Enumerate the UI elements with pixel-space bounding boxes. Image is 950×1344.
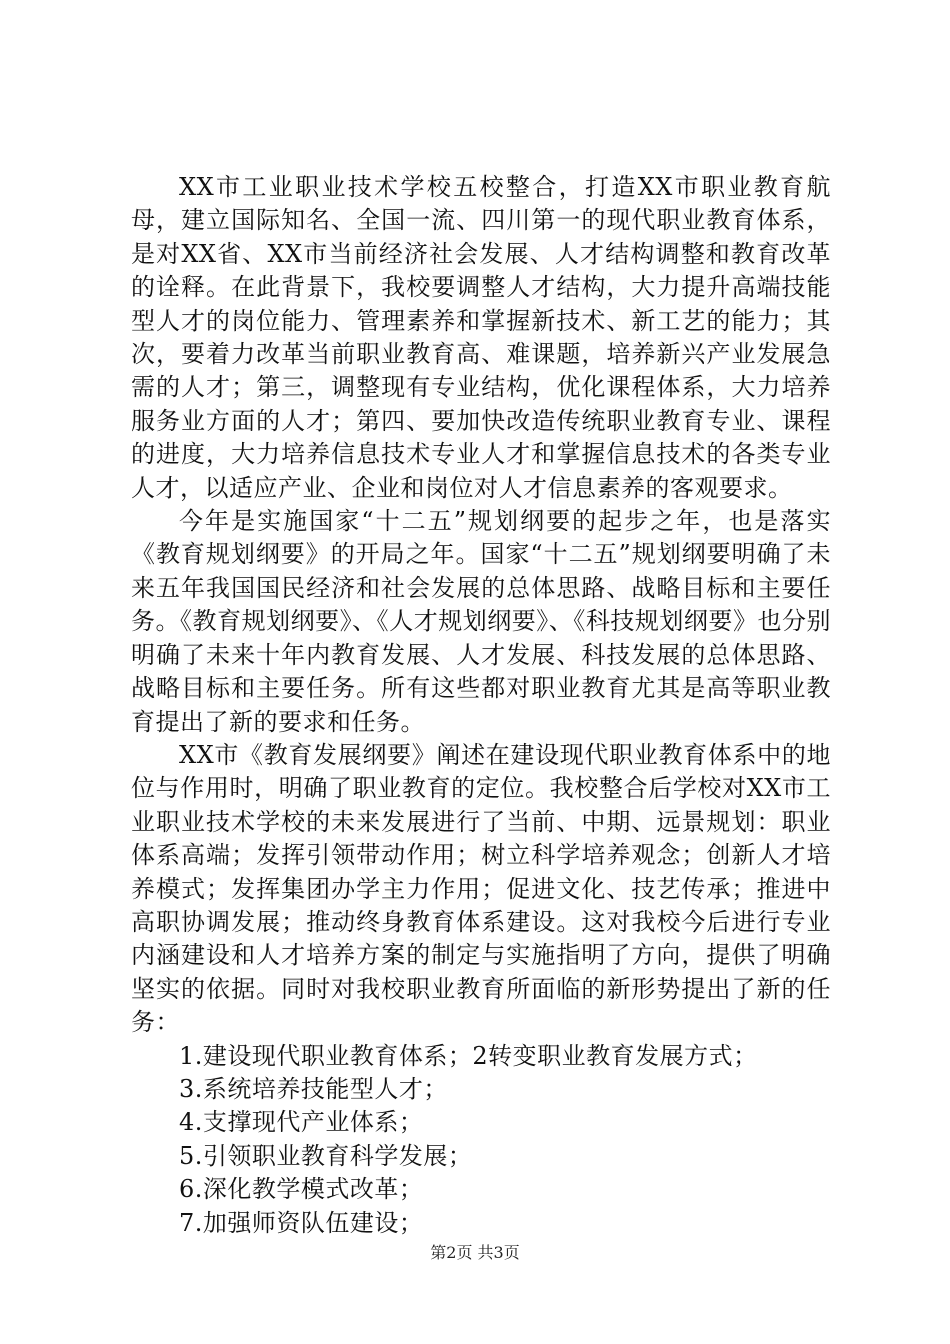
paragraph-education-outline: XX市《教育发展纲要》阐述在建设现代职业教育体系中的地位与作用时，明确了职业教育的定位。我校整合后学校对XX市工业职业技术学校的未来发展进行了当前、中期、远景规划：职业体系高端；发挥引领带动作用；树立科学培养观念；创新人才培养模式；发挥集团办学主力作用；促进文化、技艺传承；推进中高职协调发展；推动终身教育体系建设。这对我校今后进行专业内涵建设和人才培养方案的制定与实施指明了方向，提供了明确坚实的依据。同时对我校职业教育所面临的新形势提出了新的任务： bbox=[131, 740, 831, 1037]
paragraph-integration: XX市工业职业技术学校五校整合，打造XX市职业教育航母，建立国际知名、全国一流、四川第一的现代职业教育体系，是对XX省、XX市当前经济社会发展、人才结构调整和教育改革的诠释。在此背景下，我校要调整人才结构，大力提升高端技能型人才的岗位能力、管理素养和掌握新技术、新工艺的能力；其次，要着力改革当前职业教育高、难课题，培养新兴产业发展急需的人才；第三，调整现有专业结构，优化课程体系，大力培养服务业方面的人才；第四、要加快改造传统职业教育专业、课程的进度，大力培养信息技术专业人才和掌握信息技术的各类专业人才，以适应产业、企业和岗位对人才信息素养的客观要求。 bbox=[131, 173, 831, 502]
list-item: 6.深化教学模式改革； bbox=[179, 1175, 424, 1204]
list-item: 7.加强师资队伍建设； bbox=[179, 1208, 424, 1237]
list-item: 3.系统培养技能型人才； bbox=[179, 1074, 448, 1103]
paragraph-five-year-plan: 今年是实施国家“十二五”规划纲要的起步之年，也是落实《教育规划纲要》的开局之年。国家“十二五”规划纲要明确了未来五年我国国民经济和社会发展的总体思路、战略目标和主要任务。《教育规划纲要》、《人才规划纲要》、《科技规划纲要》也分别明确了未来十年内教育发展、人才发展、科技发展的总体思路、战略目标和主要任务。所有这些都对职业教育尤其是高等职业教育提出了新的要求和任务。 bbox=[131, 507, 831, 736]
list-item: 1.建设现代职业教育体系；2转变职业教育发展方式； bbox=[179, 1041, 758, 1070]
task-list bbox=[131, 1040, 831, 1240]
document-body bbox=[131, 171, 831, 1240]
list-item: 5.引领职业教育科学发展； bbox=[179, 1141, 473, 1170]
list-item: 4.支撑现代产业体系； bbox=[179, 1108, 424, 1137]
page-number: 第2页 共3页 bbox=[430, 1243, 520, 1262]
